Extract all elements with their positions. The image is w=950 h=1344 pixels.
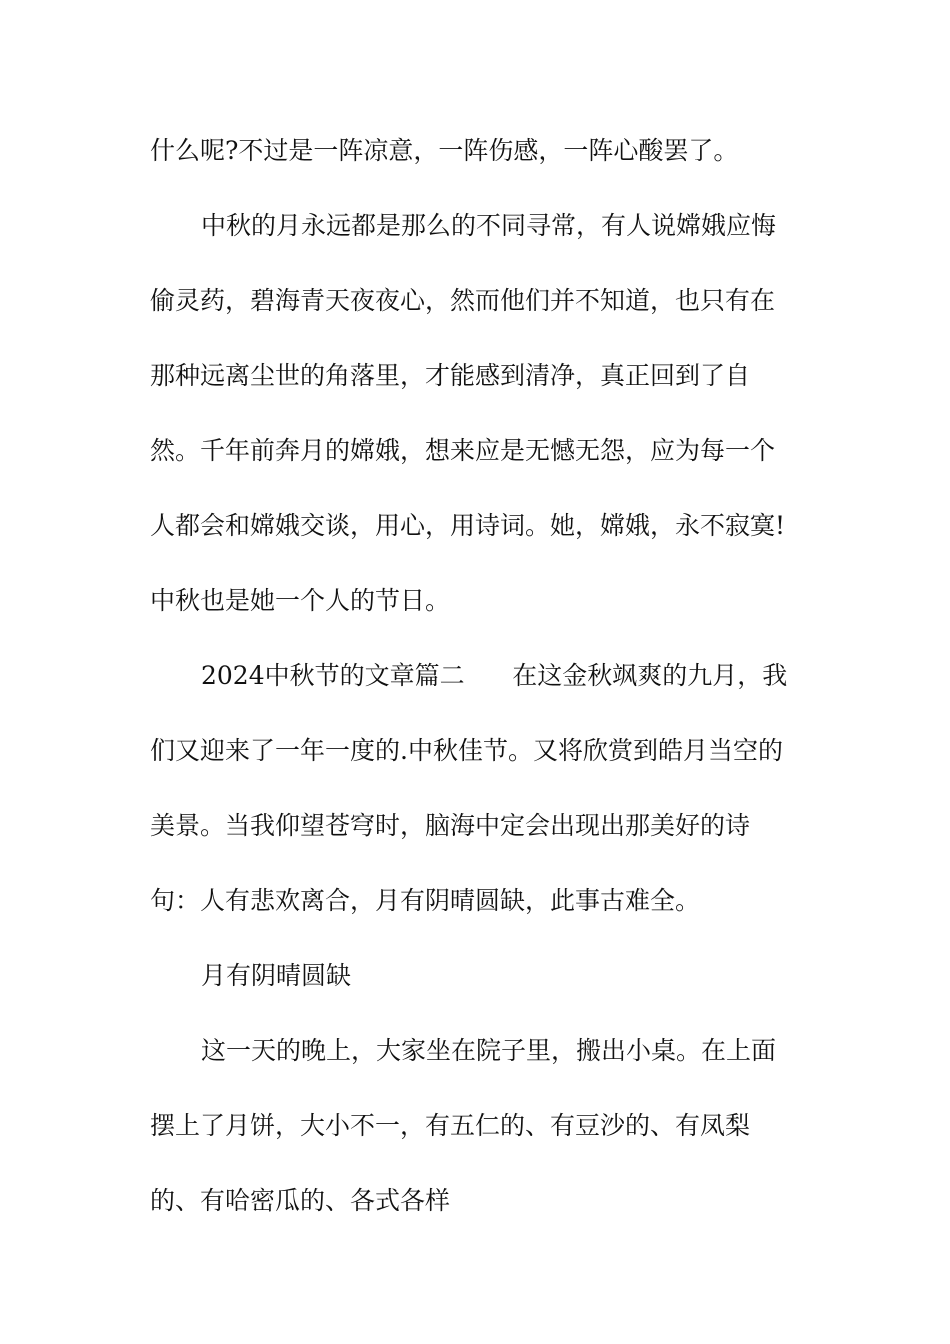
text-line: 偷灵药，碧海青天夜夜心，然而他们并不知道，也只有在	[150, 286, 776, 315]
text-line: 然。千年前奔月的嫦娥，想来应是无憾无怨，应为每一个	[150, 436, 776, 465]
text-line: 摆上了月饼，大小不一，有五仁的、有豆沙的、有凤梨	[150, 1111, 751, 1140]
text-line: 什么呢?不过是一阵凉意，一阵伤感，一阵心酸罢了。	[150, 136, 739, 165]
section-heading-line: 2024中秋节的文章篇二 在这金秋飒爽的九月，我	[201, 661, 788, 690]
text-line: 那种远离尘世的角落里，才能感到清净，真正回到了自	[150, 361, 751, 390]
subheading-line: 月有阴晴圆缺	[201, 961, 352, 990]
text-line: 美景。当我仰望苍穹时，脑海中定会出现出那美好的诗	[150, 811, 751, 840]
text-line: 中秋也是她一个人的节日。	[150, 586, 451, 615]
text-line: 的、有哈密瓜的、各式各样	[150, 1186, 451, 1215]
text-line: 人都会和嫦娥交谈，用心，用诗词。她，嫦娥，永不寂寞!	[150, 511, 786, 540]
paragraph-first-line: 这一天的晚上，大家坐在院子里，搬出小桌。在上面	[201, 1036, 777, 1065]
paragraph-first-line: 中秋的月永远都是那么的不同寻常，有人说嫦娥应悔	[201, 211, 777, 240]
text-line: 句：人有悲欢离合，月有阴晴圆缺，此事古难全。	[150, 886, 701, 915]
text-line: 们又迎来了一年一度的.中秋佳节。又将欣赏到皓月当空的	[150, 736, 783, 765]
